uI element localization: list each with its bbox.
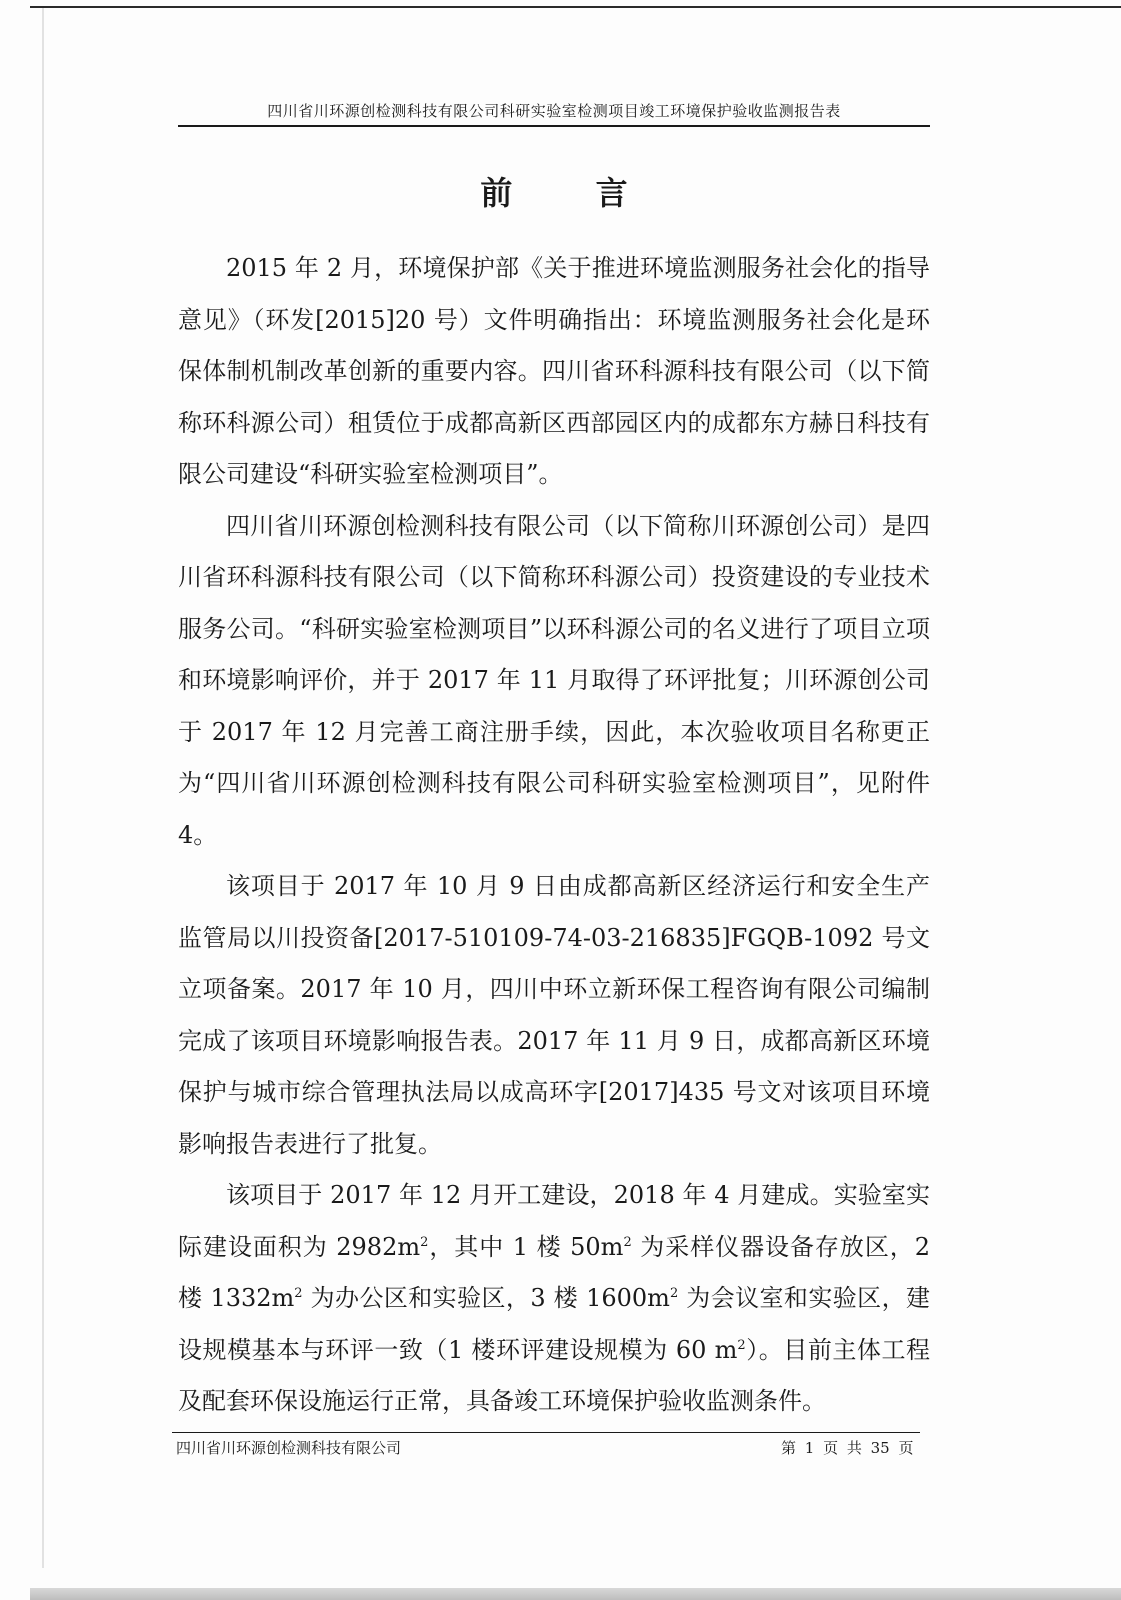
paragraph-1 (178, 243, 930, 501)
paragraph-text: 四川省川环源创检测科技有限公司（以下简称川环源创公司）是四川省环科源科技有限公司（以下简称环科源公司）投资建设的专业技术服务公司。“科研实验室检测项目”以环科源公司的名义进行了项目立项和环境影响评价，并于 2017 年 11 月取得了环评批复；川环源创公司于 2017 年 12 月完善工商注册手续，因此，本次验收项目名称更正为“四川省川环源创检测科技有限公司科研实验室检测项目”，见附件 4。 (178, 511, 930, 849)
paragraph-text: 该项目于 2017 年 12 月开工建设，2018 年 4 月建成。实验室实际建设面积为 2982m (178, 1181, 930, 1261)
paragraph-4 (178, 1170, 930, 1428)
scan-edge-left (42, 8, 44, 1568)
superscript: 2 (669, 1286, 679, 1301)
superscript: 2 (294, 1286, 303, 1301)
running-header: 四川省川环源创检测科技有限公司科研实验室检测项目竣工环境保护验收监测报告表 (267, 102, 841, 120)
footer-rule (172, 1432, 920, 1433)
paragraph-text: 为会议室和实验区，建设规模基本与环评一致（1 楼环评建设规模为 60 m (178, 1284, 930, 1364)
paragraph-text: 为采样仪器设备存放区，2 楼 1332m (178, 1232, 930, 1312)
scan-edge-top (30, 6, 1121, 8)
paragraph-2 (178, 501, 930, 862)
paragraph-text: 为办公区和实验区，3 楼 1600m (302, 1284, 670, 1312)
paragraph-text: ）。目前主体工程及配套环保设施运行正常，具备竣工环境保护验收监测条件。 (178, 1335, 931, 1415)
header-rule (178, 125, 930, 127)
footer-page-number: 第 1 页 共 35 页 (781, 1439, 914, 1457)
scan-edge-bottom (30, 1588, 1121, 1600)
page-title: 前 言 (480, 174, 664, 212)
paragraph-3 (178, 861, 930, 1170)
paragraph-text: 该项目于 2017 年 10 月 9 日由成都高新区经济运行和安全生产监管局以川投资备[2017-510109-74-03-216835]FGQB-1092 号文立项备案。2017 年 10 月，四川中环立新环保工程咨询有限公司编制完成了该项目环境影响报告表。2017 年 11 月 9 日，成都高新区环境保护与城市综合管理执法局以成高环字[2017]435 号文对该项目环境影响报告表进行了批复。 (178, 872, 930, 1158)
paragraph-text: 2015 年 2 月，环境保护部《关于推进环境监测服务社会化的指导意见》（环发[2015]20 号）文件明确指出：环境监测服务社会化是环保体制机制改革创新的重要内容。四川省环科源科技有限公司（以下简称环科源公司）租赁位于成都高新区西部园区内的成都东方赫日科技有限公司建设“科研实验室检测项目”。 (178, 254, 930, 488)
superscript: 2 (737, 1337, 746, 1353)
paragraph-text: ，其中 1 楼 50m (428, 1232, 624, 1261)
footer-company: 四川省川环源创检测科技有限公司 (176, 1439, 402, 1457)
document-body (178, 243, 930, 1428)
superscript: 2 (420, 1234, 429, 1250)
superscript: 2 (623, 1234, 632, 1250)
